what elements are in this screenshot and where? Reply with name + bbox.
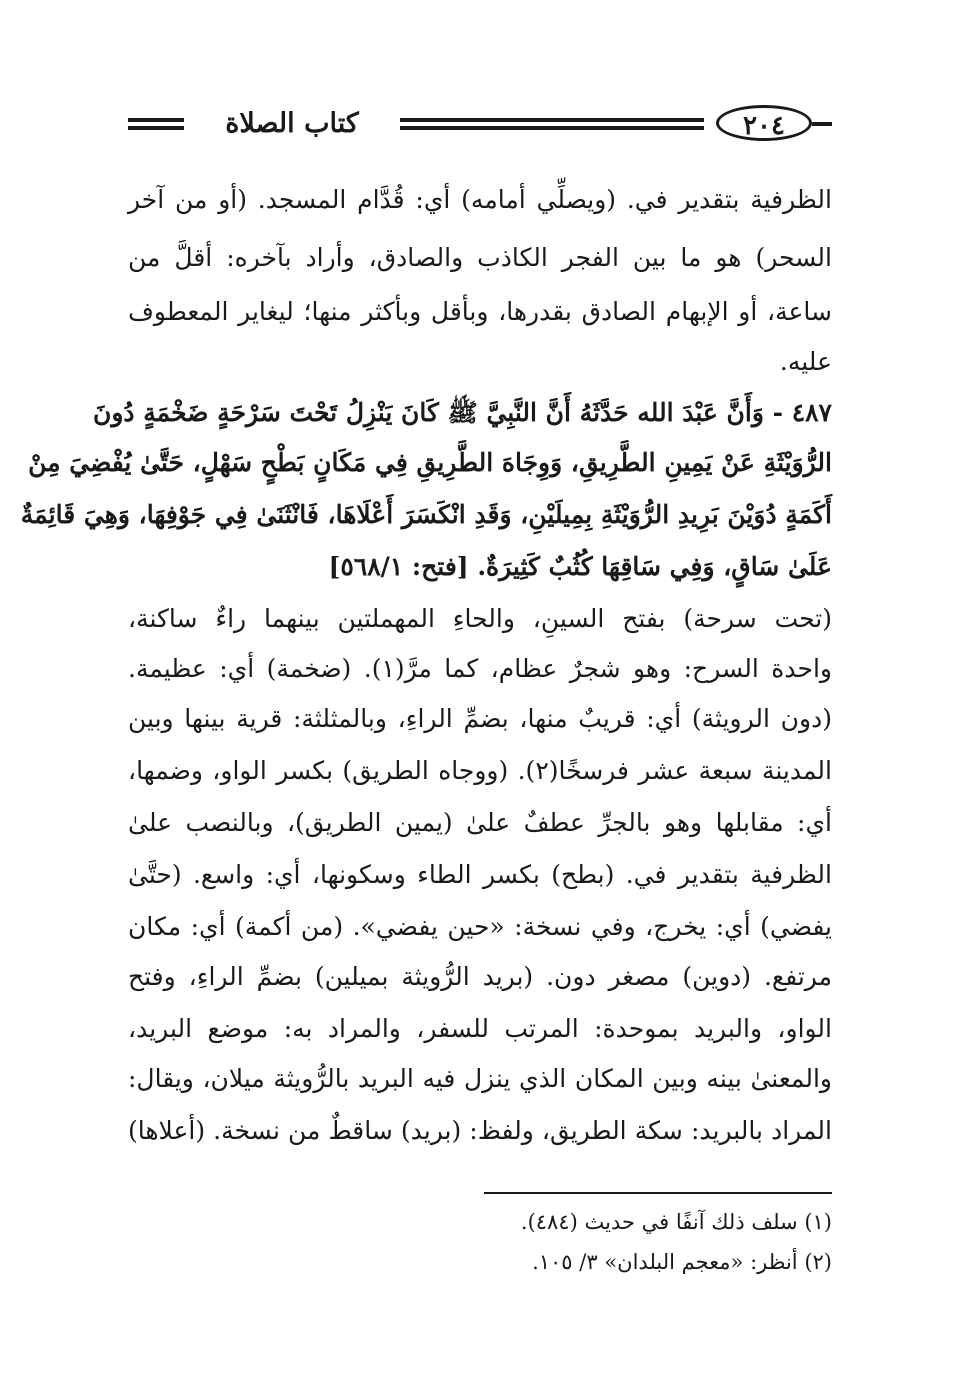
text-line: الظرفية بتقدير في. (بطح) بكسر الطاء وسكونها، أي: واسع. (حتَّىٰ (128, 860, 832, 889)
footnote: (٢) أنظر: «معجم البلدان» ٣/ ١٠٥. (532, 1250, 832, 1274)
header-rule-left-lower (128, 126, 184, 130)
header-rule-left (128, 118, 184, 122)
hadith-line: عَلَىٰ سَاقٍ، وَفِي سَاقِهَا كُثُبٌ كَثِيرَةٌ. [فتح: ٥٦٨/١] (328, 552, 832, 581)
text-line: (دون الرويثة) أي: قريبٌ منها، بضمِّ الراءِ، وبالمثلثة: قرية بينها وبين (128, 704, 832, 733)
header-rule-middle (400, 118, 704, 122)
text-line: المراد بالبريد: سكة الطريق، ولفظ: (بريد) ساقطٌ من نسخة. (أعلاها) (128, 1116, 832, 1145)
text-line: عليه. (779, 347, 832, 376)
text-line: ساعة، أو الإبهام الصادق بقدرها، وبأقل وبأكثر منها؛ ليغاير المعطوف (128, 297, 832, 326)
text-line: مرتفع. (دوين) مصغر دون. (بريد الرُّويثة بميلين) بضمِّ الراءِ، وفتح (128, 962, 832, 991)
hadith-line: أَكَمَةٍ دُوَيْنَ بَرِيدِ الرُّوَيْثَةِ بِمِيلَيْنِ، وَقَدِ انْكَسَرَ أَعْلَاهَا، فَانْثَنَىٰ فِي جَوْفِهَا، وَهِيَ قَائِمَةٌ (20, 500, 832, 529)
header-rule-right (812, 122, 832, 126)
footnote: (١) سلف ذلك آنفًا في حديث (٤٨٤). (520, 1210, 832, 1234)
text-line: السحر) هو ما بين الفجر الكاذب والصادق، وأراد بآخره: أقلَّ من (128, 243, 832, 272)
header-rule-middle-lower (400, 126, 704, 130)
text-line: الظرفية بتقدير في. (ويصلِّي أمامه) أي: قُدَّام المسجد. (أو من آخر (128, 185, 832, 214)
text-line: المدينة سبعة عشر فرسخًا(٢). (ووجاه الطريق) بكسر الواو، وضمها، (128, 756, 832, 785)
text-line: والمعنىٰ بينه وبين المكان الذي ينزل فيه البريد بالرُّويثة ميلان، ويقال: (128, 1064, 832, 1093)
running-header (128, 104, 832, 148)
text-line: أي: مقابلها وهو بالجرِّ عطفٌ علىٰ (يمين الطريق)، وبالنصب علىٰ (128, 808, 832, 837)
text-line: الواو، والبريد بموحدة: المرتب للسفر، والمراد به: موضع البريد، (128, 1014, 832, 1043)
text-line: واحدة السرح: وهو شجرٌ عظام، كما مرَّ(١). (ضخمة) أي: عظيمة. (128, 654, 832, 683)
hadith-line: الرُّوَيْثَةِ عَنْ يَمِينِ الطَّرِيقِ، وَوِجَاهَ الطَّرِيقِ فِي مَكَانٍ بَطْحٍ سَهْلٍ، حَتَّىٰ يُفْضِيَ مِنْ (28, 448, 832, 477)
hadith-line: ٤٨٧ - وَأَنَّ عَبْدَ الله حَدَّثَهُ أَنَّ النَّبِيَّ ﷺ كَانَ يَنْزِلُ تَحْتَ سَرْحَةٍ ضَخْمَةٍ دُونَ (92, 398, 832, 427)
book-title: كتاب الصلاة (225, 108, 359, 139)
page-number: ٢٠٤ (716, 105, 812, 141)
text-line: (تحت سرحة) بفتح السينِ، والحاءِ المهملتين بينهما راءٌ ساكنة، (128, 604, 832, 633)
text-line: يفضي) أي: يخرج، وفي نسخة: «حين يفضي». (من أكمة) أي: مكان (128, 912, 832, 941)
footnote-separator (484, 1192, 832, 1194)
